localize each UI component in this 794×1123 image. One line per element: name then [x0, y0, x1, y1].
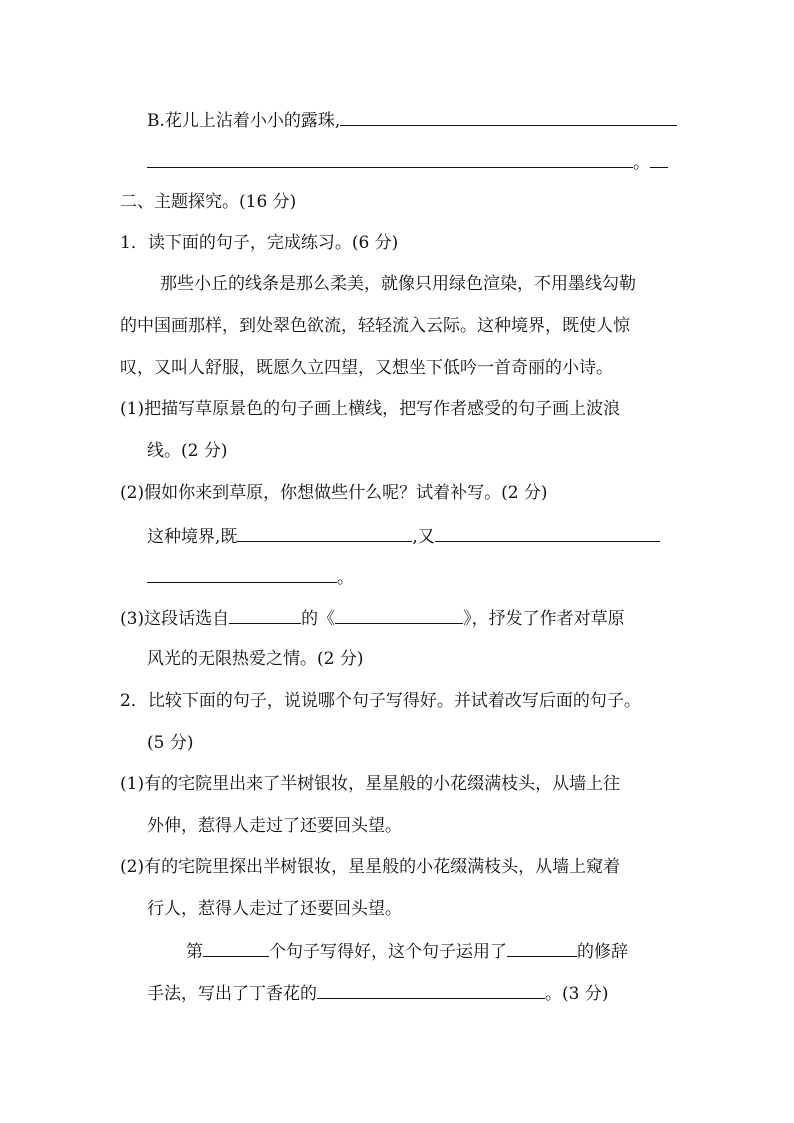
- q1-sub2-fill-middle: ,又: [412, 527, 435, 547]
- q2-answer-text-d: 手法，写出了丁香花的: [147, 984, 317, 1004]
- item-b-text: B.花儿上沾着小小的露珠,: [147, 111, 341, 131]
- q2-answer-blank-3[interactable]: [317, 980, 545, 999]
- item-b-line: [147, 107, 677, 133]
- q1-passage-line-2: 的中国画那样，到处翠色欲流，轻轻流入云际。这种境界，既使人惊: [120, 316, 630, 336]
- q1-sub3-line-2: 风光的无限热爱之情。(2 分): [147, 649, 364, 669]
- q1-sub3-blank-1[interactable]: [229, 605, 301, 624]
- q1-sub2-blank-1[interactable]: [237, 523, 412, 542]
- q2-answer-text-b: 个句子写得好，这个句子运用了: [269, 942, 507, 962]
- q1-sub2-fill-prefix: 这种境界,既: [147, 527, 238, 547]
- q1-sub3-line-1: [120, 605, 625, 631]
- q2-sentence-2-line-1: (2)有的宅院里探出半树银妆，星星般的小花缀满枝头，从墙上窥着: [120, 857, 621, 877]
- q2-answer-blank-2[interactable]: [507, 938, 577, 957]
- q2-answer-text-c: 的修辞: [577, 942, 628, 962]
- q2-answer-text-e: 。(3 分): [545, 984, 609, 1004]
- item-b-answer-blank-3[interactable]: [650, 149, 668, 168]
- q1-sub3-blank-2[interactable]: [335, 605, 463, 624]
- q2-sentence-1-line-1: (1)有的宅院里出来了半树银妆，星星般的小花缀满枝头，从墙上往: [120, 774, 621, 794]
- item-b-answer-blank-2[interactable]: [147, 149, 633, 168]
- q2-title-line-1: 2．比较下面的句子，说说哪个句子写得好。并试着改写后面的句子。: [120, 691, 641, 711]
- q2-answer-line-2: [147, 980, 608, 1006]
- q1-sub2-fill-line: [147, 523, 660, 549]
- q1-sub2-fill-line-2: [147, 564, 354, 590]
- q1-sub2-blank-3[interactable]: [147, 564, 337, 583]
- q2-sentence-1-line-2: 外伸，惹得人走过了还要回头望。: [147, 816, 402, 836]
- q2-answer-text-a: 第: [186, 942, 203, 962]
- q1-sub3-text-b: 的《: [301, 609, 336, 629]
- q1-sub3-text-c: 》，抒发了作者对草原: [463, 609, 625, 629]
- q1-sub1-line-2: 线。(2 分): [147, 441, 228, 461]
- q1-sub1-line-1: (1)把描写草原景色的句子画上横线，把写作者感受的句子画上波浪: [120, 399, 621, 419]
- q2-answer-blank-1[interactable]: [203, 938, 269, 957]
- q1-passage-line-1: 那些小丘的线条是那么柔美，就像只用绿色渲染，不用墨线勾勒: [160, 274, 636, 294]
- q1-title: 1．读下面的句子，完成练习。(6 分): [120, 233, 399, 253]
- q1-passage-line-3: 叹，又叫人舒服，既愿久立四望，又想坐下低吟一首奇丽的小诗。: [120, 358, 613, 378]
- section-heading: 二、主题探究。(16 分): [120, 192, 297, 212]
- q2-title-line-2: (5 分): [147, 733, 194, 753]
- q1-sub2-end-mark: 。: [337, 568, 354, 588]
- item-b-end-mark: 。: [633, 153, 650, 173]
- item-b-line-2: [147, 149, 668, 175]
- q2-answer-line-1: [186, 938, 628, 964]
- q1-sub2-line-1: (2)假如你来到草原，你想做些什么呢？试着补写。(2 分): [120, 483, 548, 503]
- q2-sentence-2-line-2: 行人，惹得人走过了还要回头望。: [147, 899, 402, 919]
- q1-sub2-blank-2[interactable]: [435, 523, 660, 542]
- item-b-answer-blank[interactable]: [340, 107, 677, 126]
- q1-sub3-text-a: (3)这段话选自: [120, 609, 230, 629]
